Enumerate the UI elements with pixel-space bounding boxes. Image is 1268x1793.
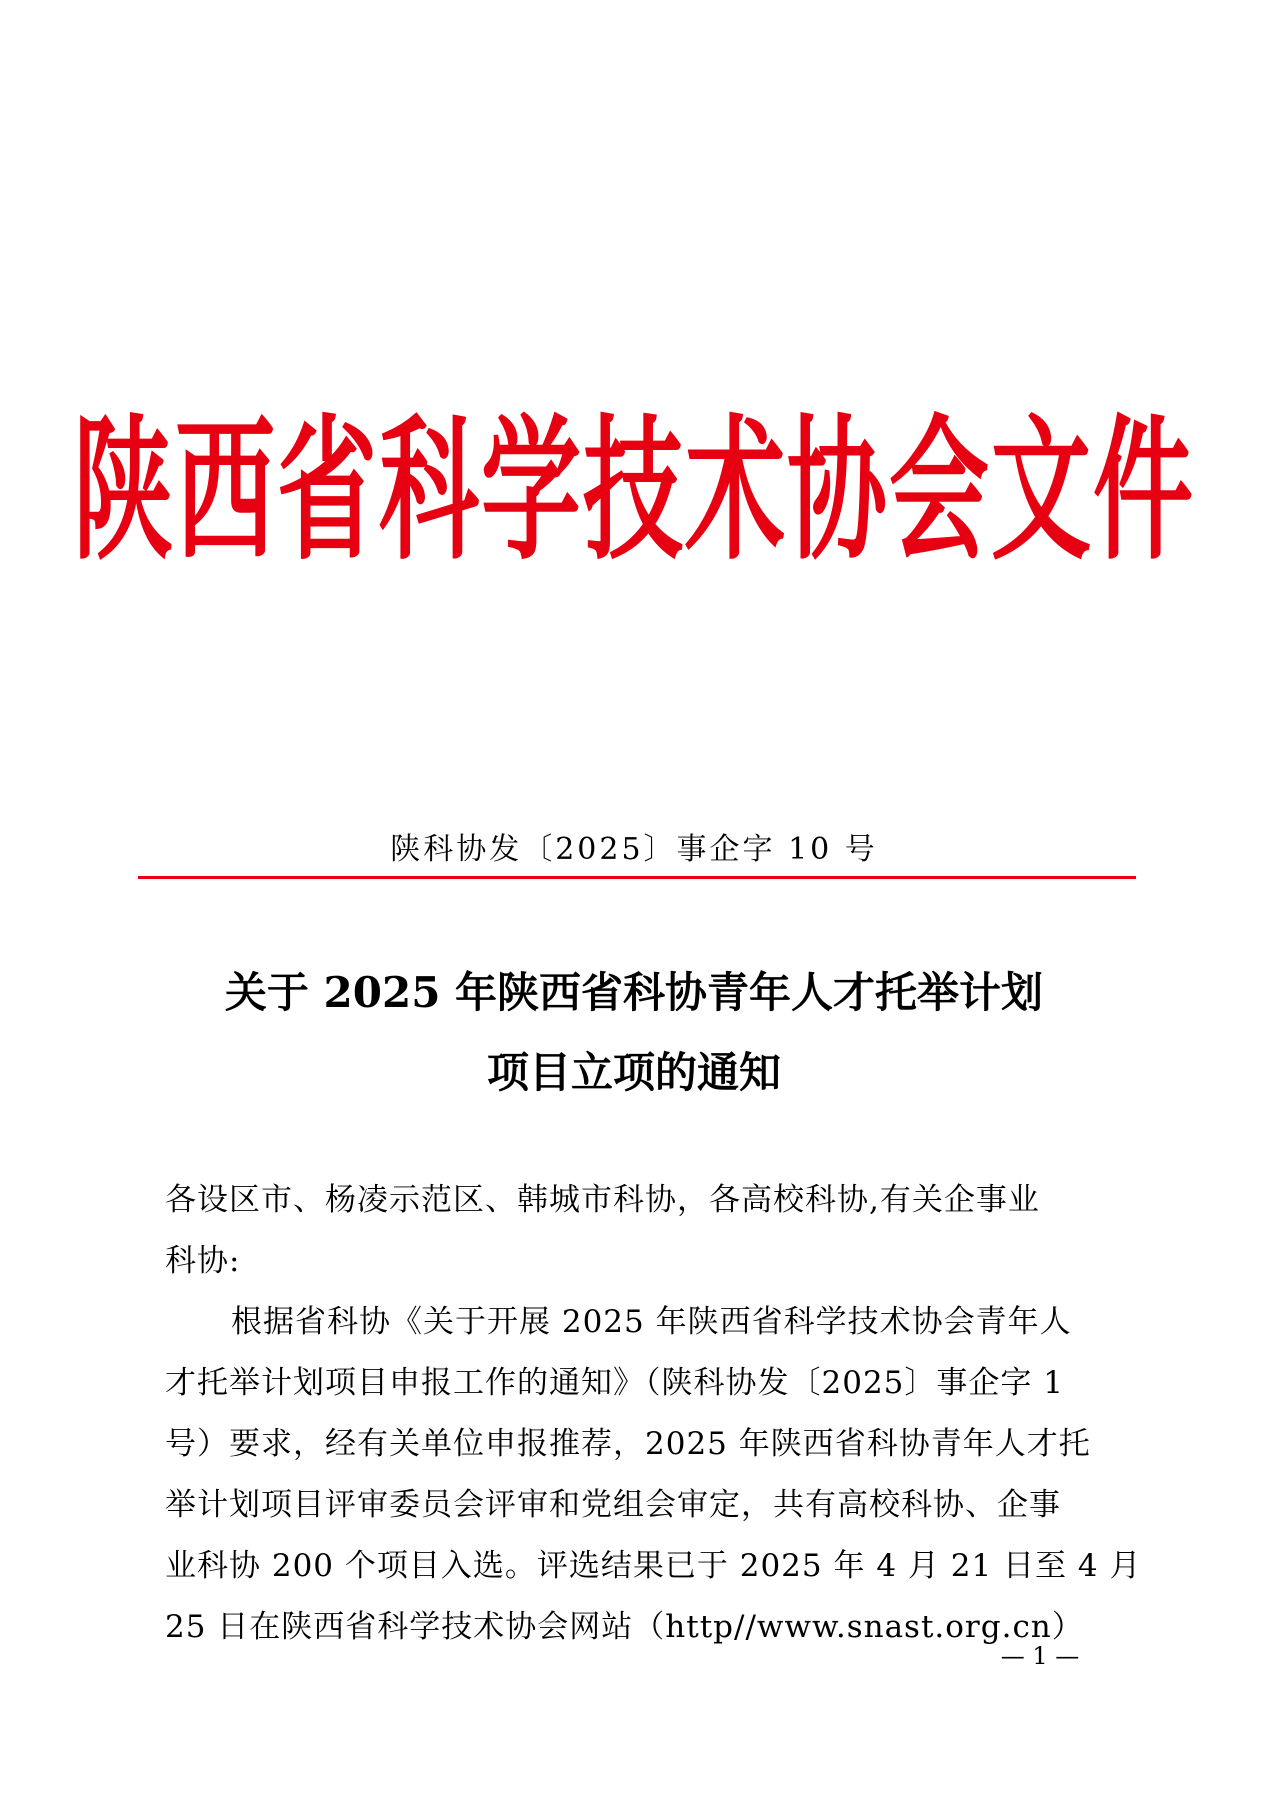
red-divider-line <box>138 876 1136 879</box>
body-line-recipients-2: 科协: <box>165 1243 241 1279</box>
body-line-paragraph: 举计划项目评审委员会评审和党组会审定，共有高校科协、企事 <box>165 1487 1061 1523</box>
document-number: 陕科协发〔2025〕事企字 10 号 <box>390 832 878 867</box>
body-line-paragraph: 25 日在陕西省科学技术协会网站（http//www.snast.org.cn） <box>165 1609 1084 1645</box>
body-line-paragraph: 号）要求，经有关单位申报推荐，2025 年陕西省科协青年人才托 <box>165 1426 1091 1462</box>
page-number: — 1 — <box>1000 1642 1080 1670</box>
notice-title-line-1: 关于 2025 年陕西省科协青年人才托举计划 <box>224 968 1044 1017</box>
body-line-recipients-1: 各设区市、杨凌示范区、韩城市科协，各高校科协,有关企事业 <box>165 1182 1040 1218</box>
body-line-paragraph: 根据省科协《关于开展 2025 年陕西省科学技术协会青年人 <box>231 1304 1072 1340</box>
body-line-paragraph: 才托举计划项目申报工作的通知》（陕科协发〔2025〕事企字 1 <box>165 1365 1064 1401</box>
body-line-paragraph: 业科协 200 个项目入选。评选结果已于 2025 年 4 月 21 日至 4 月 <box>165 1548 1142 1584</box>
notice-body <box>165 1170 1142 1658</box>
notice-title-line-2: 项目立项的通知 <box>486 1048 781 1097</box>
masthead-title: 陕西省科学技术协会文件 <box>73 398 1195 582</box>
